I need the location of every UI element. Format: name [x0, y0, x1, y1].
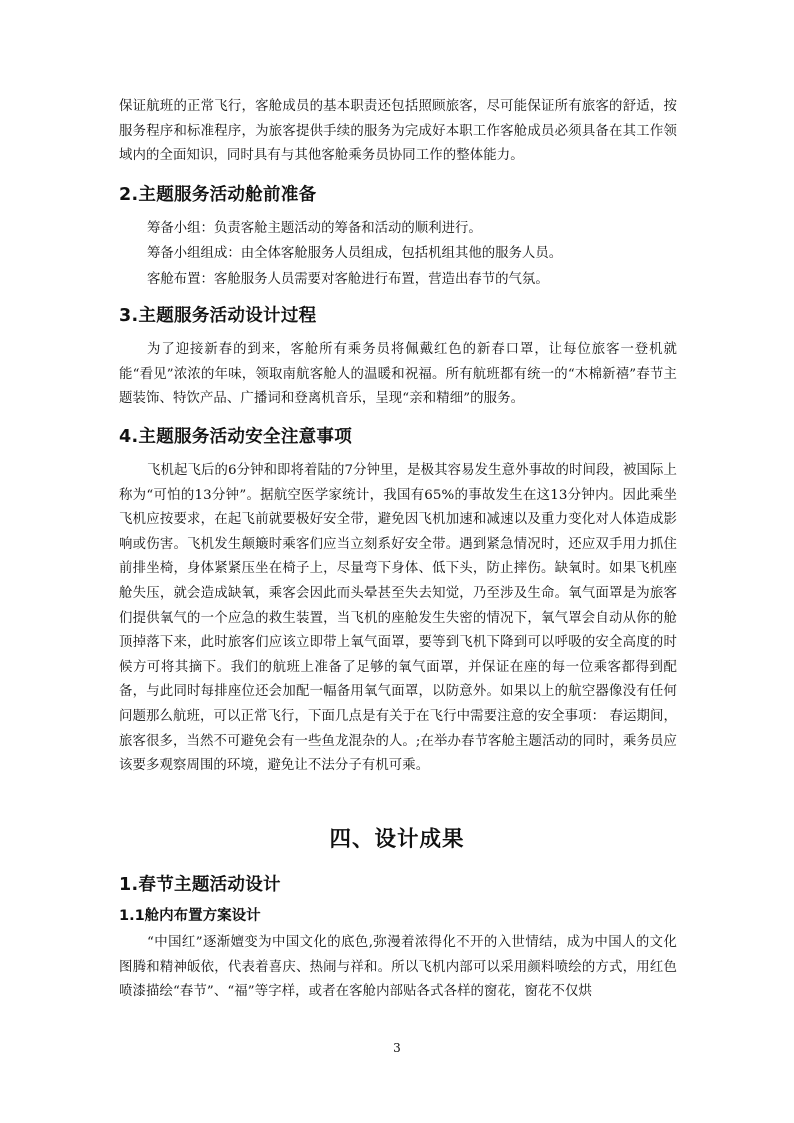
- section-2-line-3: 客舱布置：客舱服务人员需要对客舱进行布置，营造出春节的气氛。: [147, 272, 549, 287]
- section-2-line-1: 筹备小组：负责客舱主题活动的筹备和活动的顺利进行。: [147, 221, 482, 236]
- section-4-paragraph: 飞机起飞后的6分钟和即将着陆的7分钟里，是极其容易发生意外事故的时间段，被国际上称为“可怕的13分钟”。据航空医学家统计，我国有65%的事故发生在这13分钟内。因此乘坐飞机应按要求，在起飞前就要极好安全带，避免因飞机加速和减速以及重力变化对人体造成影响或伤害。飞机发生颠簸时乘客们应当立刻系好安全带。遇到紧急情况时，还应双手用力抓住前排坐椅，身体紧紧压坐在椅子上，尽量弯下身体、低下头，防止摔伤。缺氧时。如果飞机座舱失压，就会造成缺氧，乘客会因此而头晕甚至失去知觉，乃至涉及生命。氧气面罩是为旅客们提供氧气的一个应急的救生装置，当飞机的座舱发生失密的情况下，氧气罩会自动从你的舱顶掉落下来，此时旅客们应该立即带上氧气面罩，要等到飞机下降到可以呼吸的安全高度的时候方可将其摘下。我们的航班上准备了足够的氧气面罩，并保证在座的每一位乘客都得到配备，与此同时每排座位还会加配一幅备用氧气面罩，以防意外。如果以上的航空器像没有任何问题那么航班，可以正常飞行，下面几点是有关于在飞行中需要注意的安全事项： 春运期间，旅客很多，当然不可避免会有一些鱼龙混杂的人。;在举办春节客舱主题活动的同时，乘务员应该要多观察周围的环境，避免让不法分子有机可乘。: [119, 463, 677, 774]
- section-4-heading: 4.主题服务活动安全注意事项: [119, 427, 353, 447]
- section-1-heading: 1.春节主题活动设计: [119, 875, 281, 895]
- section-2-line-2: 筹备小组组成：由全体客舱服务人员组成，包括机组其他的服务人员。: [147, 246, 563, 261]
- section-1-1-heading: 1.1舱内布置方案设计: [119, 908, 261, 924]
- section-2-heading: 2.主题服务活动舱前准备: [119, 185, 317, 205]
- section-3-heading: 3.主题服务活动设计过程: [119, 306, 317, 326]
- chapter-4-heading: 四、设计成果: [329, 827, 465, 852]
- section-1-1-paragraph: “中国红”逐渐嬗变为中国文化的底色,弥漫着浓得化不开的入世情结，成为中国人的文化图腾和精神皈依，代表着喜庆、热闹与祥和。所以飞机内部可以采用颜料喷绘的方式，用红色喷漆描绘“春节”、“福”等字样，或者在客舱内部贴各式各样的窗花，窗花不仅烘: [119, 935, 677, 1000]
- intro-paragraph: 保证航班的正常飞行，客舱成员的基本职责还包括照顾旅客，尽可能保证所有旅客的舒适，按服务程序和标准程序，为旅客提供手续的服务为完成好本职工作客舱成员必须具备在其工作领域内的全面知识，同时具有与其他客舱乘务员协同工作的整体能力。: [119, 99, 677, 164]
- page-number: 3: [393, 1041, 401, 1055]
- section-3-paragraph: 为了迎接新春的到来，客舱所有乘务员将佩戴红色的新春口罩，让每位旅客一登机就能“看见”浓浓的年味，领取南航客舱人的温暖和祝福。所有航班都有统一的“木棉新禧”春节主题装饰、特饮产品、广播词和登离机音乐，呈现“亲和精细”的服务。: [119, 342, 677, 407]
